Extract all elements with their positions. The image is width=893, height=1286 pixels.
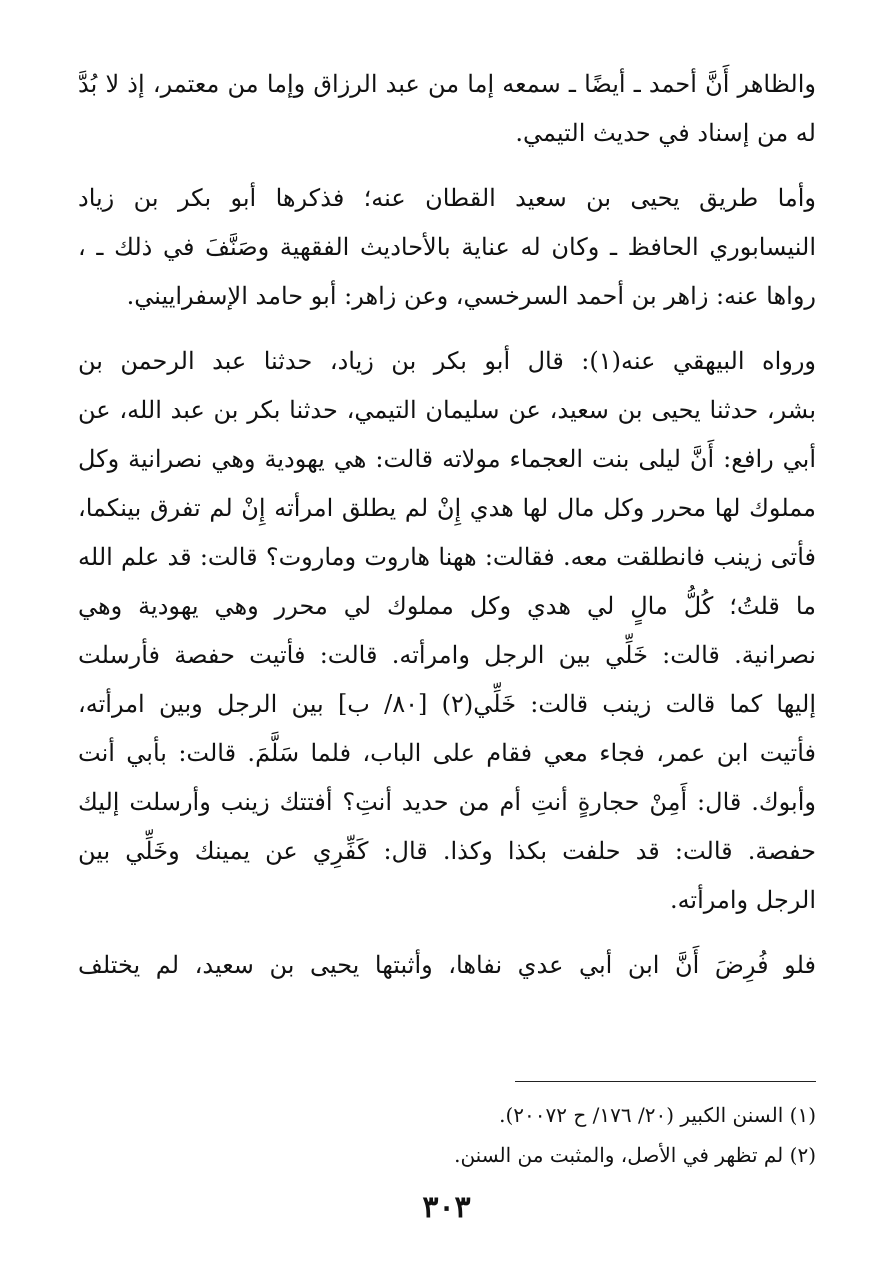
text-line: فلو فُرِضَ أَنَّ ابن أبي عدي نفاها، وأثبتها يحيى بن سعيد، لم يختلف [78,951,816,979]
text-line: مملوك لها محرر وكل مال لها هدي إِنْ لم يطلق امرأته إِنْ لم تفرق بينكما، [78,494,816,522]
footnote-1: (١) السنن الكبير (٢٠/ ١٧٦/ ح ٢٠٠٧٢). [499,1103,816,1127]
text-line: النيسابوري الحافظ ـ وكان له عناية بالأحاديث الفقهية وصَنَّفَ في ذلك ـ ، [78,233,816,261]
main-text [78,60,816,990]
footnote-separator [515,1081,816,1082]
text-line: بشر، حدثنا يحيى بن سعيد، عن سليمان التيمي، حدثنا بكر بن عبد الله، عن [78,396,816,424]
text-line: نصرانية. قالت: خَلِّي بين الرجل وامرأته. قالت: فأتيت حفصة فأرسلت [78,641,816,669]
text-line: أبي رافع: أَنَّ ليلى بنت العجماء مولاته قالت: هي يهودية وهي نصرانية وكل [78,445,816,473]
paragraph-1 [78,60,816,158]
text-line: وأبوك. قال: أَمِنْ حجارةٍ أنتِ أم من حديد أنتِ؟ أفتتك زينب وأرسلت إليك [78,788,816,816]
text-line: إليها كما قالت زينب قالت: خَلِّي(٢) [٨٠/ ب] بين الرجل وبين امرأته، [78,690,816,718]
text-line: فأتى زينب فانطلقت معه. فقالت: ههنا هاروت وماروت؟ قالت: قد علم الله [78,543,816,571]
text-line: حفصة. قالت: قد حلفت بكذا وكذا. قال: كَفِّرِي عن يمينك وخَلِّي بين [78,837,816,865]
footnote-2: (٢) لم تظهر في الأصل، والمثبت من السنن. [454,1143,816,1167]
text-line: ورواه البيهقي عنه(١): قال أبو بكر بن زياد، حدثنا عبد الرحمن بن [78,347,817,375]
text-line: الرجل وامرأته. [669,886,816,914]
text-line: رواها عنه: زاهر بن أحمد السرخسي، وعن زاهر: أبو حامد الإسفراييني. [126,282,816,310]
paragraph-4 [78,941,816,990]
page-number: ٣٠٣ [422,1190,471,1225]
text-line: والظاهر أَنَّ أحمد ـ أيضًا ـ سمعه إما من عبد الرزاق وإما من معتمر، إذ لا بُدَّ [78,70,816,98]
text-line: ما قلتُ؛ كُلُّ مالٍ لي هدي وكل مملوك لي محرر وهي يهودية وهي [78,592,816,620]
text-line: له من إسناد في حديث التيمي. [515,119,816,147]
text-line: فأتيت ابن عمر، فجاء معي فقام على الباب، فلما سَلَّمَ. قالت: بأبي أنت [78,739,816,767]
paragraph-3 [78,337,816,925]
footnotes [216,1095,816,1175]
text-line: وأما طريق يحيى بن سعيد القطان عنه؛ فذكرها أبو بكر بن زياد [78,184,816,212]
paragraph-2 [78,174,816,321]
